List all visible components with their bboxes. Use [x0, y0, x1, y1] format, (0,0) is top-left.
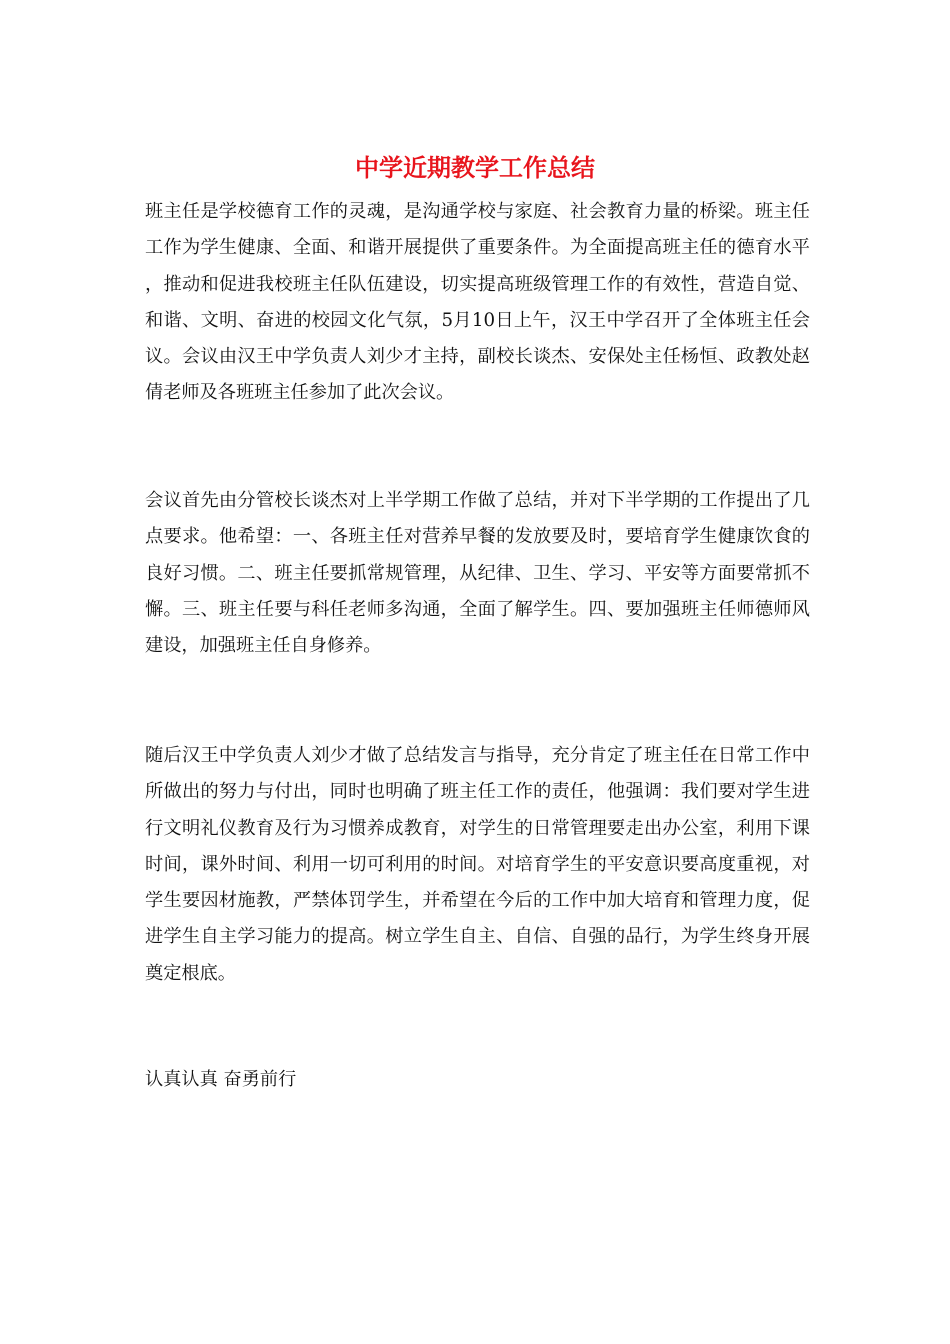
paragraph-requirements: 会议首先由分管校长谈杰对上半学期工作做了总结，并对下半学期的工作提出了几点要求。他希望：一、各班主任对营养早餐的发放要及时，要培育学生健康饮食的良好习惯。二、班主任要抓常规管理，从纪律、卫生、学习、平安等方面要常抓不懈。三、班主任要与科任老师多沟通，全面了解学生。四、要加强班主任师德师风建设，加强班主任自身修养。: [145, 490, 810, 657]
paragraph-closing-slogan: 认真认真 奋勇前行: [145, 1069, 297, 1090]
paragraph-intro: 班主任是学校德育工作的灵魂，是沟通学校与家庭、社会教育力量的桥梁。班主任工作为学生健康、全面、和谐开展提供了重要条件。为全面提高班主任的德育水平，推动和促进我校班主任队伍建设，切实提高班级管理工作的有效性，营造自觉、和谐、文明、奋进的校园文化气氛，5月10日上午，汉王中学召开了全体班主任会议。会议由汉王中学负责人刘少才主持，副校长谈杰、安保处主任杨恒、政教处赵倩老师及各班班主任参加了此次会议。: [145, 201, 810, 404]
paragraph-summary-speech: 随后汉王中学负责人刘少才做了总结发言与指导，充分肯定了班主任在日常工作中所做出的努力与付出，同时也明确了班主任工作的责任，他强调：我们要对学生进行文明礼仪教育及行为习惯养成教育，对学生的日常管理要走出办公室，利用下课时间，课外时间、利用一切可利用的时间。对培育学生的平安意识要高度重视，对学生要因材施教，严禁体罚学生，并希望在今后的工作中加大培育和管理力度，促进学生自主学习能力的提高。树立学生自主、自信、自强的品行，为学生终身开展奠定根底。: [145, 745, 810, 984]
document-title: 中学近期教学工作总结: [355, 154, 595, 182]
